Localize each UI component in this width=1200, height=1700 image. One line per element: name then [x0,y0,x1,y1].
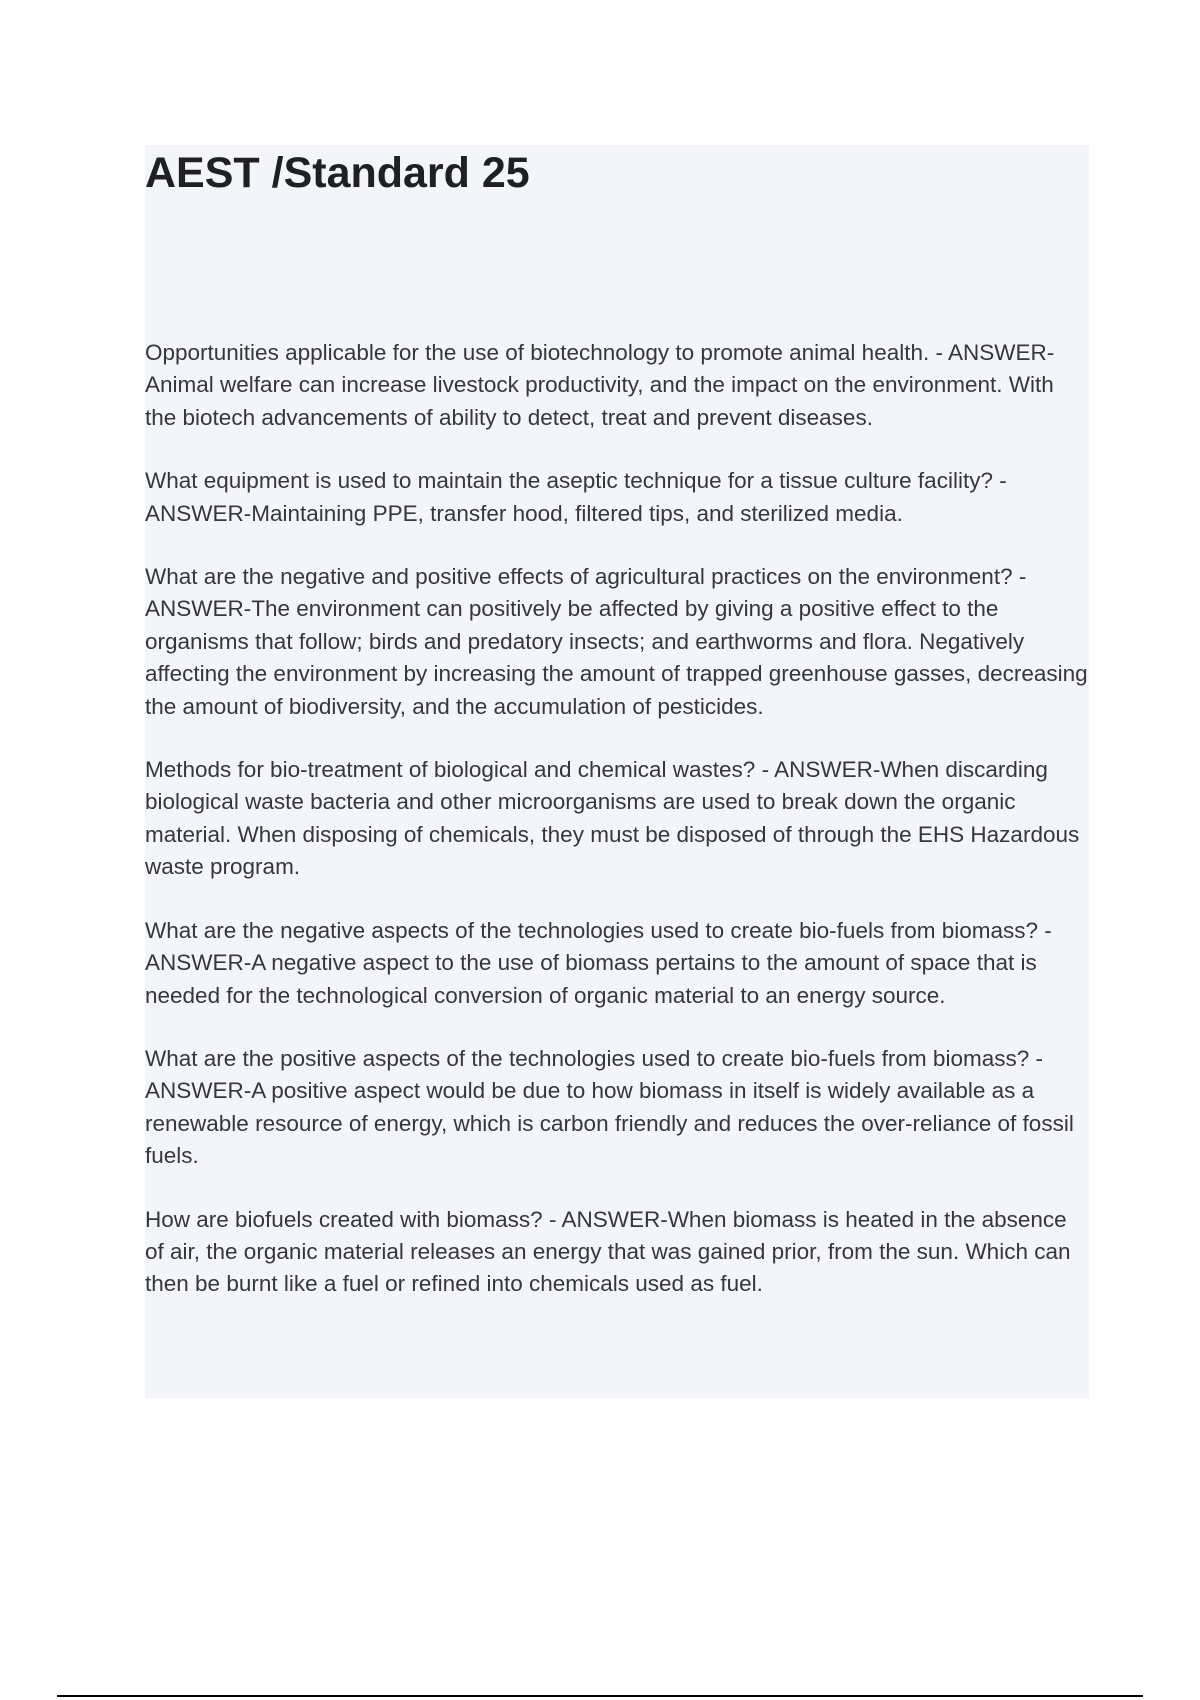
qa-entry-biofuel-positives: What are the positive aspects of the technologies used to create bio-fuels from biomass? - ANSWER-A positive aspect would be due to how biomass in itself is widely available as a renewable resource of energy, which is carbon friendly and reduces the over-reliance of fossil fuels. [145,1045,1074,1169]
qa-entry-animal-health: Opportunities applicable for the use of biotechnology to promote animal health. - ANSWER-Animal welfare can increase livestock productivity, and the impact on the environment. With the biotech advancements of ability to detect, treat and prevent diseases. [145,340,1055,430]
qa-list [145,337,1089,1332]
qa-entry-biofuel-creation: How are biofuels created with biomass? - ANSWER-When biomass is heated in the absence of air, the organic material releases an energy that was gained prior, from the sun. Which can then be burnt like a fuel or refined into chemicals used as fuel. [145,1206,1071,1297]
document-title: AEST /Standard 25 [145,149,530,197]
qa-entry-agricultural-effects: What are the negative and positive effects of agricultural practices on the environment? - ANSWER-The environment can positively be affected by giving a positive effect to the organisms that follow; birds and predatory insects; and earthworms and flora. Negatively affecting the environment by increasing the amount of trapped greenhouse gasses, decreasing the amount of biodiversity, and the accumulation of pesticides. [145,564,1088,719]
qa-entry-biofuel-negatives: What are the negative aspects of the technologies used to create bio-fuels from biomass? - ANSWER-A negative aspect to the use of biomass pertains to the amount of space that is needed for the technological conversion of organic material to an energy source. [145,917,1052,1008]
qa-entry-waste-bio-treatment: Methods for bio-treatment of biological and chemical wastes? - ANSWER-When discarding biological waste bacteria and other microorganisms are used to break down the organic material. When disposing of chemicals, they must be disposed of through the EHS Hazardous waste program. [145,757,1080,880]
qa-entry-aseptic-technique: What equipment is used to maintain the aseptic technique for a tissue culture facility? - ANSWER-Maintaining PPE, transfer hood, filtered tips, and sterilized media. [145,468,1007,526]
page-bottom-rule [57,1695,1143,1697]
